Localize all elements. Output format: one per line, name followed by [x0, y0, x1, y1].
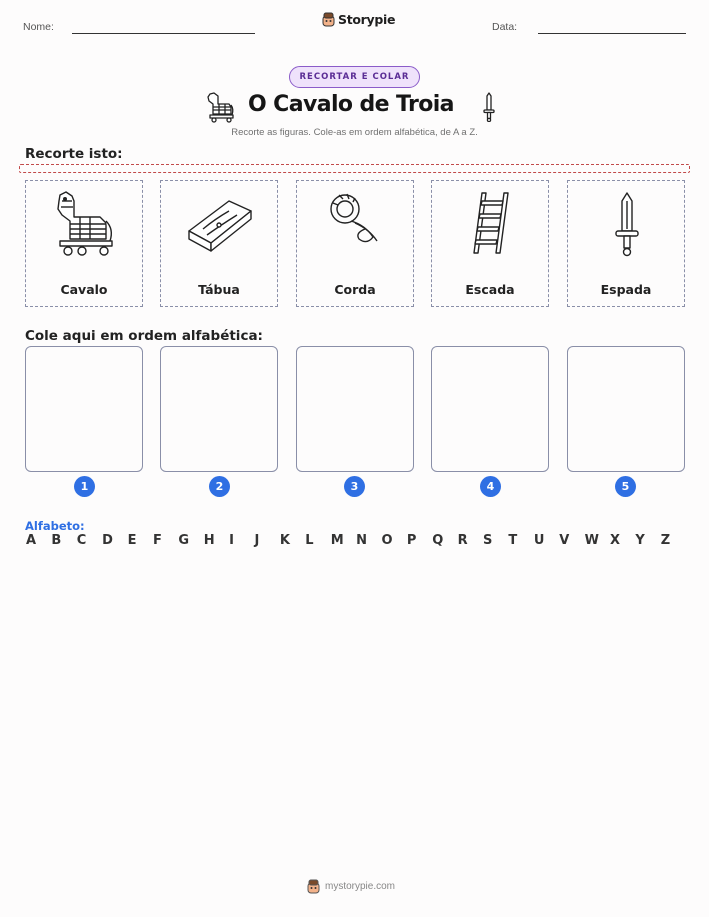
paste-slot-4[interactable]	[431, 346, 549, 472]
card-label: Tábua	[198, 282, 240, 297]
alphabet-letter: S	[483, 533, 493, 548]
sword-icon	[482, 92, 496, 122]
title-row	[0, 90, 709, 124]
alphabet-letter: I	[229, 533, 234, 548]
alphabet-letter: E	[127, 533, 137, 548]
rope-icon	[321, 189, 391, 259]
slot-number-5: 5	[615, 476, 636, 497]
name-label: Nome:	[23, 21, 54, 33]
alphabet-letter: L	[305, 533, 314, 548]
slot-number-1: 1	[74, 476, 95, 497]
alphabet-letter: H	[203, 533, 215, 548]
slot-number-2: 2	[209, 476, 230, 497]
instructions: Recorte as figuras. Cole-as em ordem alfabética, de A a Z.	[231, 127, 478, 138]
alphabet-letter: Y	[635, 533, 645, 548]
alphabet-letter: B	[51, 533, 62, 548]
alphabet-letter: F	[152, 533, 162, 548]
cut-section-label: Recorte isto:	[25, 146, 123, 162]
sword-icon	[592, 189, 662, 259]
slot-number-4: 4	[480, 476, 501, 497]
cut-card-cavalo[interactable]	[25, 180, 143, 307]
alphabet-letter: O	[381, 533, 393, 548]
paste-slot-5[interactable]	[567, 346, 685, 472]
footer-url[interactable]: mystorypie.com	[325, 881, 396, 892]
alphabet-letter: G	[178, 533, 190, 548]
card-label: Escada	[465, 282, 515, 297]
alphabet-letter: M	[330, 533, 344, 548]
alphabet-letter: R	[457, 533, 468, 548]
ladder-icon	[456, 189, 526, 259]
storypie-logo-icon	[307, 879, 320, 894]
page-footer	[307, 879, 395, 894]
alphabet-letter: A	[26, 533, 37, 548]
card-label: Corda	[334, 282, 376, 297]
slot-number-3: 3	[344, 476, 365, 497]
cut-card-corda[interactable]	[296, 180, 414, 307]
date-label: Data:	[492, 21, 518, 33]
alphabet-letter: P	[406, 533, 417, 548]
alphabet-letter: C	[76, 533, 87, 548]
cut-card-espada[interactable]	[567, 180, 685, 307]
alphabet-letter: K	[279, 533, 290, 548]
alphabet-letter: J	[254, 533, 260, 548]
paste-section-label: Cole aqui em ordem alfabética:	[25, 328, 263, 344]
alphabet-letter: T	[508, 533, 518, 548]
alphabet-letter: X	[609, 533, 621, 548]
paste-slot-1[interactable]	[25, 346, 143, 472]
trojan-horse-icon	[50, 189, 118, 259]
date-field-line[interactable]	[538, 33, 686, 34]
paste-slot-2[interactable]	[160, 346, 278, 472]
alphabet-letter: W	[584, 533, 599, 548]
alphabet-letter: Z	[660, 533, 671, 548]
name-field-line[interactable]	[72, 33, 255, 34]
cut-card-escada[interactable]	[431, 180, 549, 307]
page-header	[0, 0, 709, 40]
brand-name: Storypie	[338, 12, 396, 27]
trojan-horse-icon	[205, 91, 235, 123]
alphabet-letter: Q	[432, 533, 444, 548]
card-label: Cavalo	[60, 282, 108, 297]
alphabet-letter: U	[533, 533, 545, 548]
brand-logo	[322, 12, 395, 27]
cut-card-tabua[interactable]	[160, 180, 278, 307]
cut-line	[19, 164, 690, 173]
alphabet-letter: N	[356, 533, 367, 548]
alphabet-row	[26, 533, 686, 548]
storypie-logo-icon	[322, 12, 335, 27]
activity-badge: RECORTAR E COLAR	[289, 66, 420, 88]
alphabet-letter: V	[559, 533, 570, 548]
wooden-plank-icon	[185, 189, 255, 259]
card-label: Espada	[600, 282, 652, 297]
alphabet-letter: D	[102, 533, 113, 548]
page-title: O Cavalo de Troia	[248, 92, 454, 117]
alphabet-label: Alfabeto:	[25, 519, 85, 533]
paste-slot-3[interactable]	[296, 346, 414, 472]
